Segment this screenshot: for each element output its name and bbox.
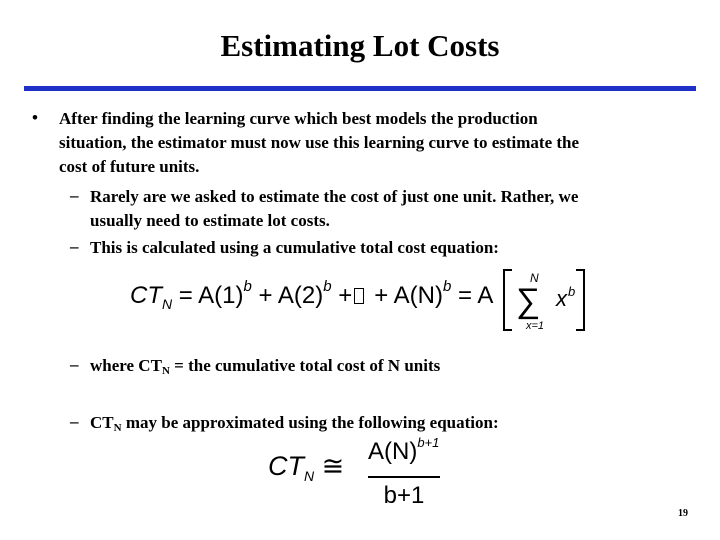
title-rule xyxy=(24,86,696,91)
eq2-lhs-sub: N xyxy=(304,468,315,484)
eq2-lhs: CT xyxy=(268,451,304,481)
where-sub: N xyxy=(161,365,170,377)
approx-sub: N xyxy=(113,422,122,434)
numerator-exponent: b+1 xyxy=(417,435,440,450)
where-suffix: = the cumulative total cost of N units xyxy=(169,356,441,375)
dash-marker: – xyxy=(70,355,79,374)
page-number: 19 xyxy=(678,508,688,519)
eq1-equals2: = xyxy=(451,282,478,309)
eq1-plus1: + xyxy=(251,282,278,309)
bullet-line-1: After finding the learning curve which best models the production xyxy=(59,109,538,128)
sub-bullet-rarely-2: usually need to estimate lot costs. xyxy=(90,211,330,230)
sub-bullet-calculated: This is calculated using a cumulative total cost equation: xyxy=(90,238,499,257)
numerator-text: A(N) xyxy=(368,438,418,465)
eq1-plus2: + xyxy=(331,282,353,309)
approx-prefix: CT xyxy=(90,413,114,432)
cumulative-cost-equation xyxy=(130,278,494,312)
eq1-exp1: b xyxy=(243,278,252,295)
bullet-line-3: cost of future units. xyxy=(59,157,200,176)
sum-symbol: ∑ xyxy=(516,282,541,320)
eq1-exp3: b xyxy=(442,278,452,295)
summation-bracket xyxy=(500,268,588,332)
approximation-equation-lhs xyxy=(268,451,344,482)
eq2-approx: ≅ xyxy=(314,451,345,481)
eq1-term2: A(2) xyxy=(277,282,324,309)
bullet-line-2: situation, the estimator must now use this learning curve to estimate the xyxy=(59,133,580,152)
fraction-bar xyxy=(368,476,440,478)
where-prefix: where CT xyxy=(90,356,162,375)
sub-bullet-rarely-1: Rarely are we asked to estimate the cost of just one unit. Rather, we xyxy=(90,187,579,206)
sum-top-label: N xyxy=(530,271,539,285)
eq1-rhs-a: A xyxy=(477,282,494,309)
approx-suffix: may be approximated using the following equation: xyxy=(121,413,499,432)
bullet-marker: • xyxy=(32,108,38,127)
eq1-exp2: b xyxy=(323,278,332,295)
dash-marker: – xyxy=(70,412,79,431)
eq1-plus3: + xyxy=(374,282,394,309)
eq1-lhs-sub: N xyxy=(162,296,173,312)
eq1-placeholder-box xyxy=(354,288,364,304)
dash-marker: – xyxy=(70,186,79,205)
dash-marker: – xyxy=(70,237,79,256)
slide-title: Estimating Lot Costs xyxy=(220,28,500,63)
sum-bottom-label: x=1 xyxy=(526,320,545,332)
sub-bullet-where xyxy=(90,355,440,382)
eq1-term1: A(1) xyxy=(198,282,244,309)
fraction-denominator: b+1 xyxy=(383,482,425,509)
sum-exponent: b xyxy=(568,284,576,299)
eq1-equals: = xyxy=(172,282,199,309)
fraction-numerator xyxy=(368,435,440,466)
sum-variable: x xyxy=(556,286,567,311)
eq1-term3: A(N) xyxy=(393,282,443,309)
eq1-lhs: CT xyxy=(130,282,162,309)
